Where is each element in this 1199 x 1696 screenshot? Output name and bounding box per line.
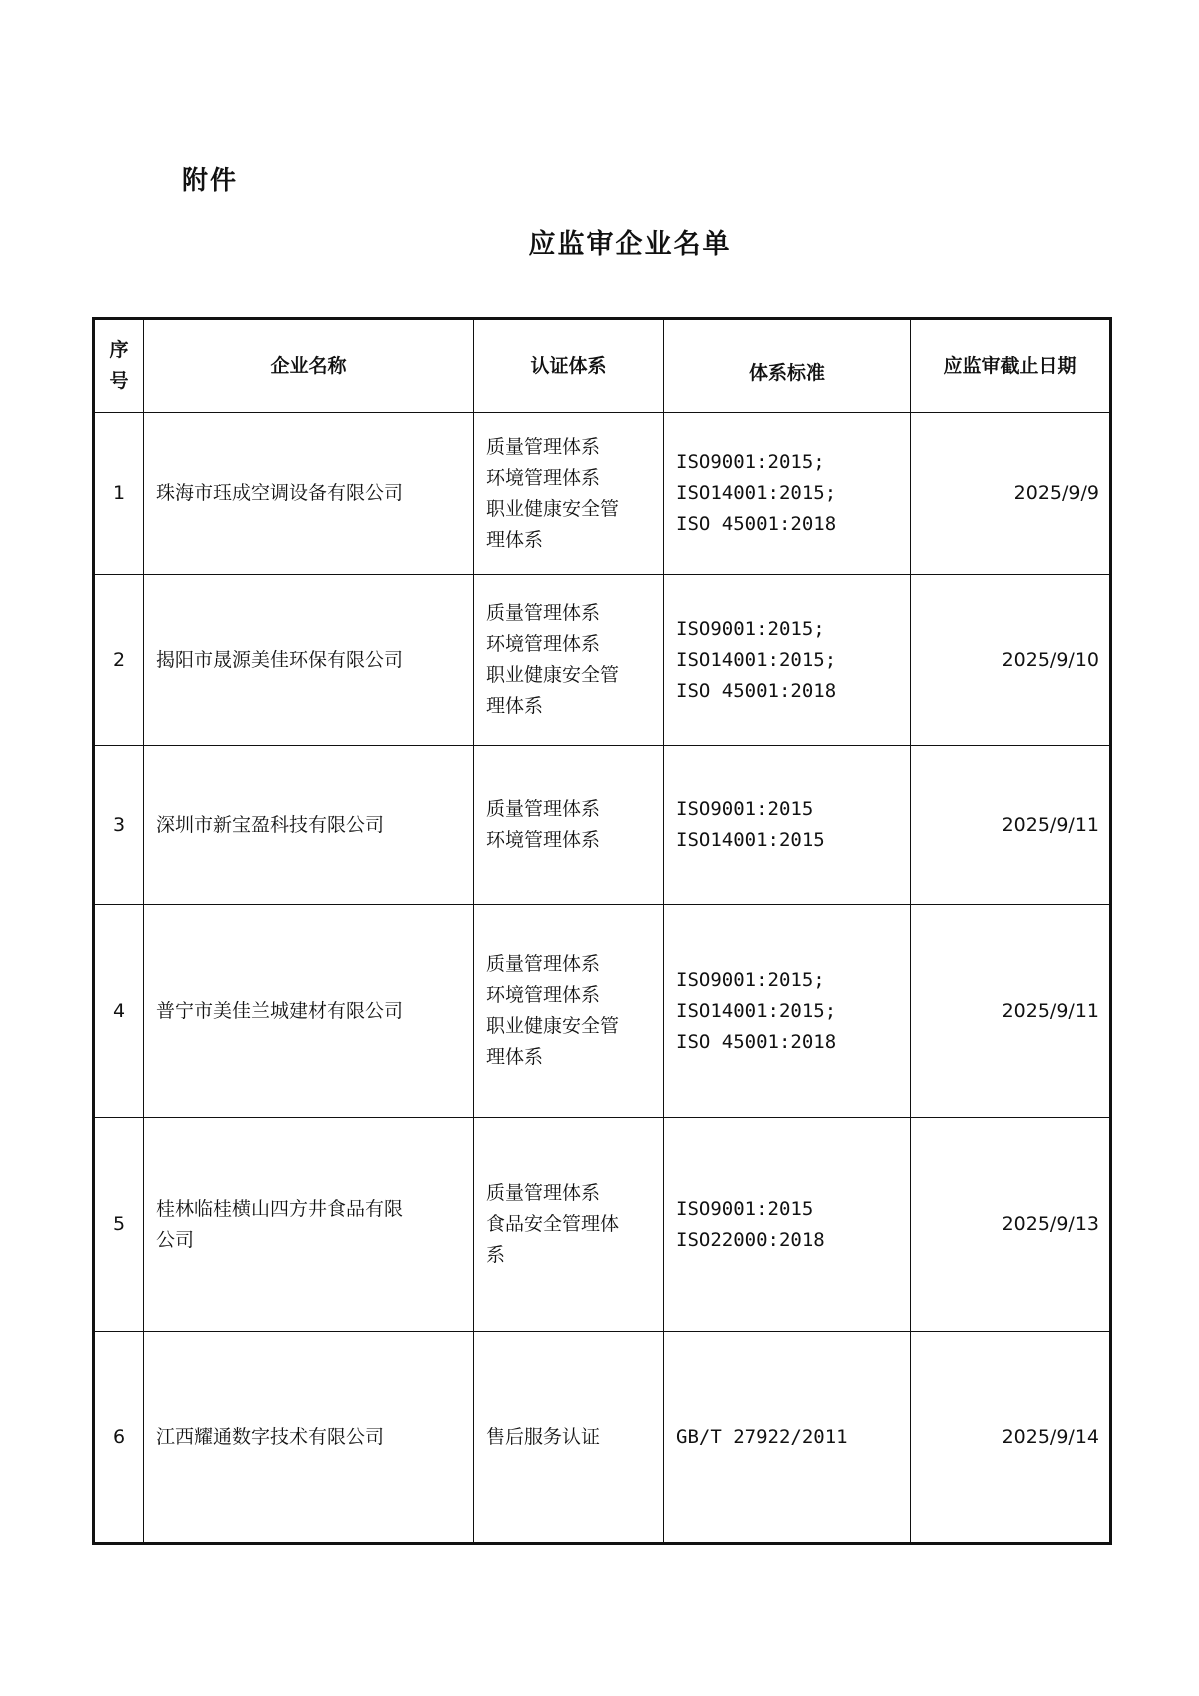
- cert-system-line: 质量管理体系: [486, 953, 601, 975]
- header-standard: 体系标准: [664, 319, 911, 413]
- document-title: 应监审企业名单: [528, 229, 732, 260]
- cert-system-line: 环境管理体系: [486, 466, 601, 489]
- cert-system-line: 环境管理体系: [486, 984, 601, 1006]
- row-cert-systems: [474, 1118, 664, 1332]
- company-name-line: 公司: [156, 1228, 195, 1251]
- standard-line: ISO9001:2015: [676, 798, 814, 820]
- header-seq-top: 序: [109, 339, 129, 361]
- row-seq: 3: [94, 746, 144, 905]
- row-company: 揭阳市晟源美佳环保有限公司: [144, 575, 474, 746]
- row-standards: [664, 905, 911, 1118]
- standard-line: ISO22000:2018: [676, 1228, 825, 1251]
- row-standards: [664, 1118, 911, 1332]
- row-seq: 6: [94, 1332, 144, 1544]
- table-row: [94, 1332, 1111, 1544]
- cert-system-line: 质量管理体系: [486, 435, 601, 458]
- row-cert-systems: [474, 1332, 664, 1544]
- company-name-line: 桂林临桂横山四方井食品有限: [156, 1197, 404, 1220]
- row-cert-systems: [474, 746, 664, 905]
- row-deadline: 2025/9/14: [911, 1332, 1111, 1544]
- row-seq: 1: [94, 413, 144, 575]
- cert-system-line: 环境管理体系: [486, 633, 601, 655]
- table-row: [94, 575, 1111, 746]
- table-header-row: [94, 319, 1111, 413]
- cert-system-line: 售后服务认证: [486, 1425, 601, 1448]
- row-cert-systems: [474, 905, 664, 1118]
- cert-system-line: 职业健康安全管: [486, 497, 620, 520]
- cert-system-line: 食品安全管理体: [486, 1213, 620, 1235]
- cert-system-line: 理体系: [486, 695, 544, 717]
- standard-line: GB/T 27922/2011: [676, 1425, 848, 1448]
- table-row: [94, 1118, 1111, 1332]
- cert-system-line: 质量管理体系: [486, 1182, 601, 1204]
- cert-system-line: 理体系: [486, 1046, 544, 1068]
- cert-system-line: 系: [486, 1244, 506, 1266]
- cert-system-line: 职业健康安全管: [486, 664, 620, 686]
- standard-line: ISO14001:2015;: [676, 999, 837, 1022]
- row-company: 江西耀通数字技术有限公司: [144, 1332, 474, 1544]
- table-row: [94, 905, 1111, 1118]
- row-deadline: 2025/9/9: [911, 413, 1111, 575]
- row-deadline: 2025/9/10: [911, 575, 1111, 746]
- cert-system-line: 质量管理体系: [486, 798, 601, 820]
- cert-system-line: 理体系: [486, 528, 544, 551]
- row-company: 深圳市新宝盈科技有限公司: [144, 746, 474, 905]
- cert-system-line: 环境管理体系: [486, 829, 601, 851]
- cert-system-line: 职业健康安全管: [486, 1015, 620, 1037]
- row-standards: [664, 746, 911, 905]
- header-seq: [94, 319, 144, 413]
- audit-company-table: [92, 317, 1112, 1545]
- standard-line: ISO9001:2015;: [676, 451, 825, 473]
- standard-line: ISO 45001:2018: [676, 1030, 837, 1053]
- standard-line: ISO 45001:2018: [676, 679, 837, 702]
- row-seq: 5: [94, 1118, 144, 1332]
- standard-line: ISO9001:2015;: [676, 968, 825, 991]
- standard-line: ISO14001:2015: [676, 829, 825, 851]
- cert-system-line: 质量管理体系: [486, 602, 601, 624]
- header-cert-system: 认证体系: [474, 319, 664, 413]
- row-company: [144, 1118, 474, 1332]
- standard-line: ISO14001:2015;: [676, 648, 837, 671]
- row-standards: [664, 575, 911, 746]
- row-deadline: 2025/9/11: [911, 905, 1111, 1118]
- attachment-label: 附件: [182, 166, 239, 196]
- standard-line: ISO 45001:2018: [676, 513, 837, 535]
- row-company: 普宁市美佳兰城建材有限公司: [144, 905, 474, 1118]
- row-seq: 2: [94, 575, 144, 746]
- row-company: 珠海市珏成空调设备有限公司: [144, 413, 474, 575]
- row-seq: 4: [94, 905, 144, 1118]
- header-company: 企业名称: [144, 319, 474, 413]
- standard-line: ISO9001:2015;: [676, 617, 825, 640]
- table-row: [94, 746, 1111, 905]
- row-deadline: 2025/9/13: [911, 1118, 1111, 1332]
- header-seq-bottom: 号: [109, 370, 129, 392]
- row-deadline: 2025/9/11: [911, 746, 1111, 905]
- row-cert-systems: [474, 575, 664, 746]
- header-deadline: 应监审截止日期: [911, 319, 1111, 413]
- row-cert-systems: [474, 413, 664, 575]
- standard-line: ISO14001:2015;: [676, 482, 837, 504]
- row-standards: [664, 1332, 911, 1544]
- standard-line: ISO9001:2015: [676, 1197, 814, 1220]
- row-standards: [664, 413, 911, 575]
- table-row: [94, 413, 1111, 575]
